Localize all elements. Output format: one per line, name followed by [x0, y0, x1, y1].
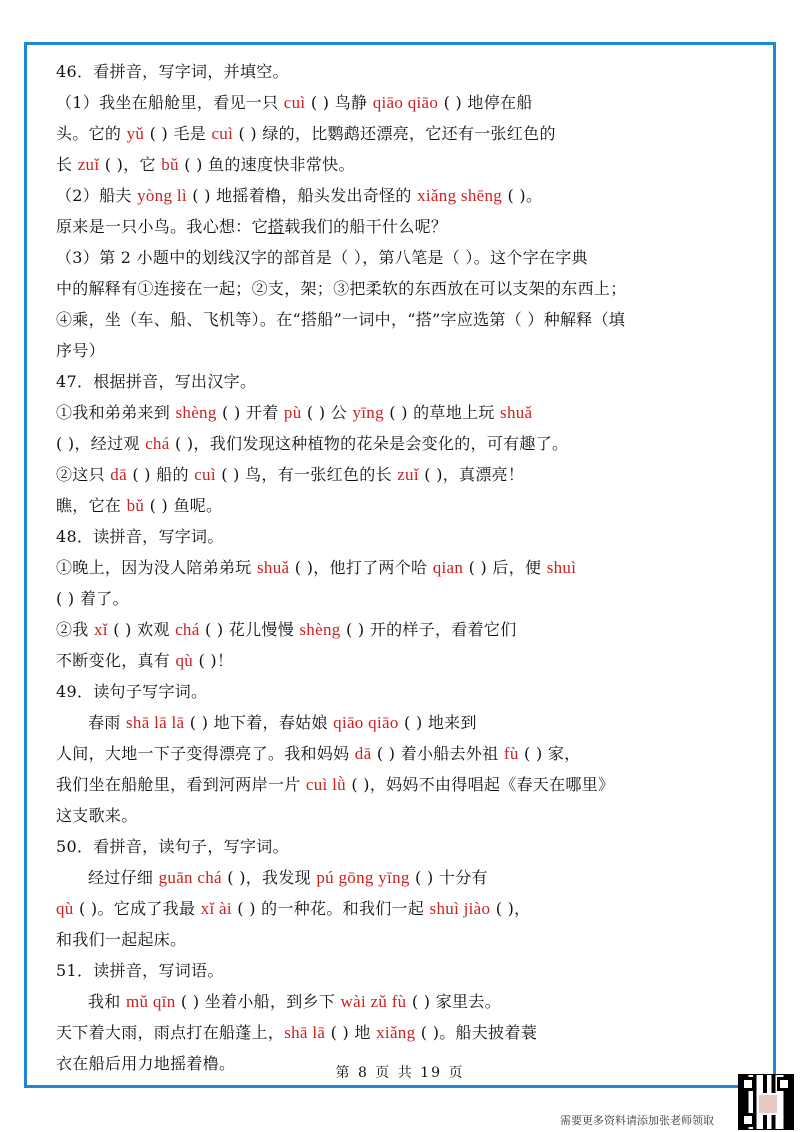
text-fragment: ( ) 鸟静: [305, 93, 373, 112]
text-fragment: ( ) 家，: [518, 744, 581, 763]
text-fragment: 人间，大地一下子变得漂亮了。我和妈妈: [56, 744, 355, 763]
text-line: ④乘，坐（车、船、飞机等）。在“搭船”一词中，“搭”字应选第（ ）种解释（填: [56, 310, 626, 329]
pinyin: qiāo qiāo: [333, 713, 399, 732]
text-fragment: ( ) 欢观: [107, 620, 176, 639]
pinyin: xǐ: [94, 620, 108, 639]
text-fragment: ( ) 鸟，有一张红色的长: [215, 465, 398, 484]
text-fragment: ( ) 鱼的速度快非常快。: [178, 155, 355, 174]
text-fragment: 瞧，它在: [56, 496, 127, 515]
text-fragment: ( )，经过观: [56, 434, 146, 453]
pinyin: qù: [56, 899, 74, 918]
text-fragment: （2）船夫: [56, 186, 138, 205]
pinyin: shèng: [175, 403, 217, 422]
text-fragment: ②这只: [56, 465, 111, 484]
pinyin: cuì: [211, 124, 234, 143]
text-fragment: ①我和弟弟来到: [56, 403, 176, 422]
text-fragment: ( )。它成了我最: [73, 899, 201, 918]
text-line: [56, 149, 746, 180]
text-line: [56, 459, 746, 490]
text-line: [56, 428, 746, 459]
pinyin: zuǐ: [77, 155, 100, 174]
text-fragment: ( ) 地来到: [398, 713, 477, 732]
text-line: [56, 986, 746, 1017]
text-fragment: ( )，他打了两个哈: [289, 558, 433, 577]
text-line: 46．看拼音，写字词，并填空。: [56, 62, 289, 81]
pinyin: chá: [175, 620, 200, 639]
text-fragment: ( ) 开着: [216, 403, 284, 422]
text-line: 中的解释有①连接在一起；②支，架；③把柔软的东西放在可以支架的东西上；: [56, 279, 627, 298]
underlined-char: 搭: [267, 217, 285, 236]
text-line: [56, 397, 746, 428]
text-fragment: ( )。: [502, 186, 543, 205]
text-fragment: ( )！: [193, 651, 234, 670]
text-line: [56, 87, 746, 118]
text-fragment: ( ) 地摇着橹，船头发出奇怪的: [186, 186, 418, 205]
text-line: 51．读拼音，写词语。: [56, 961, 224, 980]
text-line: [56, 769, 746, 800]
pinyin: yǔ: [126, 124, 145, 143]
pinyin: bǔ: [161, 155, 179, 174]
contact-note: 需要更多资料请添加张老师领取: [560, 1114, 714, 1127]
text-line: 序号）: [56, 341, 105, 360]
text-line: [56, 738, 746, 769]
pinyin: qù: [175, 651, 194, 670]
pinyin: xǐ ài: [200, 899, 232, 918]
pinyin: cuì lǜ: [305, 775, 346, 794]
text-fragment: ( )，真漂亮！: [418, 465, 525, 484]
text-fragment: ①晚上，因为没人陪弟弟玩: [56, 558, 257, 577]
text-line: [56, 211, 746, 242]
text-fragment: 不断变化，真有: [56, 651, 176, 670]
text-line: [56, 893, 746, 924]
text-fragment: ( ) 毛是: [144, 124, 212, 143]
text-fragment: ( ) 地下着，春姑娘: [184, 713, 334, 732]
pinyin: wài zǔ fù: [340, 992, 407, 1011]
text-fragment: 经过仔细: [88, 868, 159, 887]
pinyin: shèng: [299, 620, 341, 639]
text-fragment: ( )，我们发现这种植物的花朵是会变化的，可有趣了。: [169, 434, 569, 453]
text-fragment: （1）我坐在船舱里，看见一只: [56, 93, 284, 112]
pinyin: shā lā lā: [126, 713, 185, 732]
text-fragment: ( ) 十分有: [409, 868, 488, 887]
text-line: 49．读句子写字词。: [56, 682, 208, 701]
text-line: 衣在船后用力地摇着橹。: [56, 1054, 236, 1073]
text-fragment: ( ) 后，便: [463, 558, 547, 577]
pinyin: mǔ qīn: [126, 992, 176, 1011]
pinyin: bǔ: [126, 496, 145, 515]
text-line: 47．根据拼音，写出汉字。: [56, 372, 257, 391]
text-fragment: 我们坐在船舱里，看到河两岸一片: [56, 775, 306, 794]
text-line: [56, 645, 746, 676]
pinyin: shuǎ: [500, 403, 533, 422]
text-fragment: ( )，我发现: [221, 868, 317, 887]
pinyin: chá: [145, 434, 170, 453]
text-fragment: 我和: [88, 992, 126, 1011]
pinyin: cuì: [194, 465, 216, 484]
pinyin: shuì jiào: [429, 899, 491, 918]
text-line: 这支歌来。: [56, 806, 138, 825]
text-fragment: ( ) 坐着小船，到乡下: [175, 992, 341, 1011]
pinyin: pù: [283, 403, 302, 422]
pinyin: xiǎng: [376, 1023, 416, 1042]
pinyin: xiǎng shēng: [417, 186, 503, 205]
text-fragment: ( ) 船的: [126, 465, 195, 484]
text-line: [56, 1017, 746, 1048]
pinyin: dā: [354, 744, 372, 763]
text-fragment: ( ) 公: [301, 403, 353, 422]
text-fragment: 长: [56, 155, 78, 174]
pinyin: cuì: [283, 93, 306, 112]
text-line: 50．看拼音，读句子，写字词。: [56, 837, 289, 856]
text-fragment: 原来是一只小鸟。我心想：它: [56, 217, 268, 236]
text-fragment: ( ) 地: [325, 1023, 377, 1042]
text-fragment: 天下着大雨，雨点打在船蓬上，: [56, 1023, 285, 1042]
pinyin: guān chá: [158, 868, 222, 887]
text-line: [56, 583, 746, 614]
qr-code: [738, 1074, 794, 1130]
pinyin: zuǐ: [397, 465, 419, 484]
text-fragment: 头。它的: [56, 124, 127, 143]
text-fragment: 载我们的船干什么呢？: [284, 217, 448, 236]
pinyin: pú gōng yīng: [316, 868, 410, 887]
text-line: [56, 862, 746, 893]
text-fragment: ( ) 的一种花。和我们一起: [231, 899, 430, 918]
text-fragment: ( )，它: [99, 155, 162, 174]
text-line: 48．读拼音，写字词。: [56, 527, 224, 546]
text-line: [56, 614, 746, 645]
text-fragment: ( ) 着小船去外祖: [371, 744, 504, 763]
pinyin: shuì: [546, 558, 577, 577]
text-fragment: ( )，妈妈不由得唱起《春天在哪里》: [345, 775, 615, 794]
worksheet-body: [56, 56, 746, 1079]
text-fragment: ( ) 家里去。: [406, 992, 501, 1011]
pinyin: qian: [432, 558, 464, 577]
text-fragment: ( )，: [490, 899, 531, 918]
text-line: [56, 180, 746, 211]
page-number: 第 8 页 共 19 页: [335, 1065, 465, 1081]
text-line: [56, 490, 746, 521]
pinyin: yòng lì: [137, 186, 187, 205]
text-fragment: ( ) 的草地上玩: [383, 403, 501, 422]
pinyin: fù: [503, 744, 519, 763]
text-fragment: ( ) 鱼呢。: [144, 496, 223, 515]
pinyin: shā lā: [284, 1023, 326, 1042]
text-fragment: ( ) 地停在船: [438, 93, 533, 112]
text-fragment: ( ) 开的样子，看着它们: [340, 620, 517, 639]
text-line: [56, 552, 746, 583]
pinyin: qiāo qiāo: [372, 93, 439, 112]
text-fragment: 春雨: [88, 713, 126, 732]
text-fragment: ( ) 绿的，比鹦鹉还漂亮，它还有一张红色的: [233, 124, 556, 143]
text-line: [56, 707, 746, 738]
pinyin: shuǎ: [257, 558, 290, 577]
text-fragment: ②我: [56, 620, 94, 639]
pinyin: yīng: [352, 403, 384, 422]
text-fragment: ( ) 花儿慢慢: [199, 620, 300, 639]
text-fragment: ( )。船夫披着蓑: [415, 1023, 538, 1042]
text-line: （3）第 2 小题中的划线汉字的部首是（ ），第八笔是（ ）。这个字在字典: [56, 248, 588, 267]
text-line: 和我们一起起床。: [56, 930, 187, 949]
avatar: [757, 1093, 779, 1115]
text-fragment: ( ) 着了。: [56, 589, 129, 608]
text-line: [56, 118, 746, 149]
pinyin: dā: [110, 465, 127, 484]
